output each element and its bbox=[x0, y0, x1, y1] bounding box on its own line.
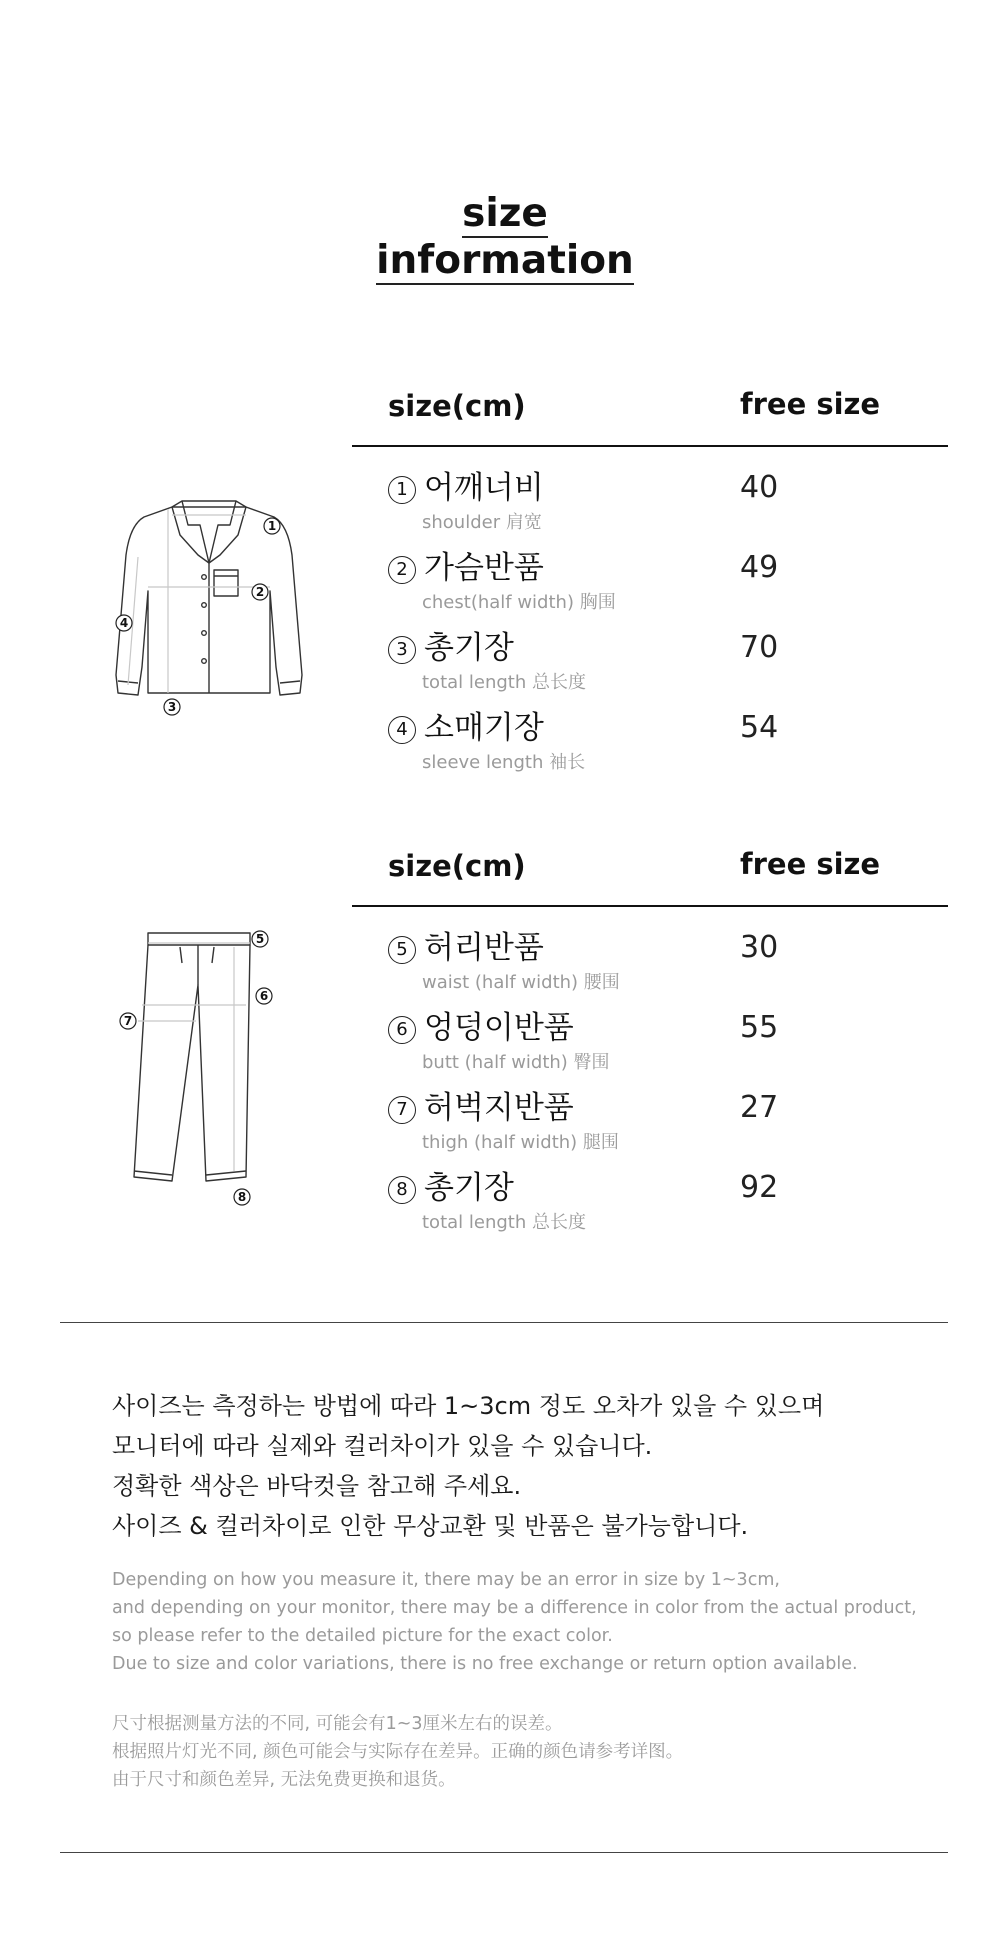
row-value: 54 bbox=[740, 710, 779, 745]
row-value: 30 bbox=[740, 930, 779, 965]
pants-mark-8: 8 bbox=[237, 1190, 247, 1204]
row-label-kr: 가슴반품 bbox=[424, 550, 544, 586]
row-value: 92 bbox=[740, 1170, 779, 1205]
row-number: 1 bbox=[388, 476, 416, 504]
notice-kr-line: 사이즈 & 컬러차이로 인한 무상교환 및 반품은 불가능합니다. bbox=[112, 1512, 749, 1540]
pants-mark-5: 5 bbox=[255, 932, 265, 946]
row-value: 40 bbox=[740, 470, 779, 505]
table-row bbox=[352, 928, 948, 1008]
table-row bbox=[352, 548, 948, 628]
pants-mark-6: 6 bbox=[259, 989, 269, 1003]
row-value: 70 bbox=[740, 630, 779, 665]
table-row bbox=[352, 1088, 948, 1168]
table-row bbox=[352, 628, 948, 708]
table-row bbox=[352, 1168, 948, 1248]
row-label-kr: 총기장 bbox=[424, 630, 514, 666]
row-number: 7 bbox=[388, 1096, 416, 1124]
row-label-sub: chest(half width) 胸围 bbox=[422, 592, 616, 613]
row-label-kr: 허리반품 bbox=[424, 930, 544, 966]
row-label-sub: total length 总长度 bbox=[422, 672, 586, 693]
row-label-sub: waist (half width) 腰围 bbox=[422, 972, 620, 993]
row-label-kr: 허벅지반품 bbox=[424, 1090, 574, 1126]
row-value: 27 bbox=[740, 1090, 779, 1125]
size-information-title bbox=[370, 190, 640, 284]
row-label-sub: total length 总长度 bbox=[422, 1212, 586, 1233]
row-value: 55 bbox=[740, 1010, 779, 1045]
title-line-1: size bbox=[462, 191, 548, 236]
notice-english bbox=[112, 1566, 962, 1678]
notice-en-line: Due to size and color variations, there is no free exchange or return option available. bbox=[112, 1654, 858, 1674]
row-number: 8 bbox=[388, 1176, 416, 1204]
row-number: 3 bbox=[388, 636, 416, 664]
table-row bbox=[352, 1008, 948, 1088]
header-size-cm: size(cm) bbox=[388, 849, 526, 883]
row-label-sub: thigh (half width) 腿围 bbox=[422, 1132, 619, 1153]
notice-cn-line: 由于尺寸和颜色差异, 无法免费更换和退货。 bbox=[112, 1770, 456, 1790]
row-label-sub: butt (half width) 臀围 bbox=[422, 1052, 610, 1073]
top-table-header bbox=[352, 355, 948, 447]
header-free-size: free size bbox=[740, 387, 881, 421]
shirt-mark-4: 4 bbox=[119, 616, 129, 630]
notice-en-line: and depending on your monitor, there may be a difference in color from the actual product, bbox=[112, 1598, 917, 1618]
notice-kr-line: 모니터에 따라 실제와 컬러차이가 있을 수 있습니다. bbox=[112, 1432, 653, 1460]
notice-cn-line: 根据照片灯光不同, 颜色可能会与实际存在差异。正确的颜色请参考详图。 bbox=[112, 1742, 684, 1762]
shirt-measurement-icon bbox=[108, 495, 308, 720]
notice-top-divider bbox=[60, 1322, 948, 1323]
shirt-mark-2: 2 bbox=[255, 585, 265, 599]
notice-bottom-divider bbox=[60, 1852, 948, 1853]
bottom-table-header bbox=[352, 815, 948, 907]
table-row bbox=[352, 468, 948, 548]
row-number: 2 bbox=[388, 556, 416, 584]
header-free-size: free size bbox=[740, 847, 881, 881]
row-label-sub: shoulder 肩宽 bbox=[422, 512, 542, 533]
row-label-kr: 어깨너비 bbox=[424, 470, 544, 506]
row-number: 6 bbox=[388, 1016, 416, 1044]
row-label-kr: 엉덩이반품 bbox=[424, 1010, 574, 1046]
pants-mark-7: 7 bbox=[123, 1014, 133, 1028]
row-number: 4 bbox=[388, 716, 416, 744]
shirt-mark-1: 1 bbox=[267, 519, 277, 533]
row-label-sub: sleeve length 袖长 bbox=[422, 752, 586, 773]
row-label-kr: 총기장 bbox=[424, 1170, 514, 1206]
shirt-mark-3: 3 bbox=[167, 700, 177, 714]
title-line-2: information bbox=[376, 238, 634, 283]
row-label-kr: 소매기장 bbox=[424, 710, 544, 746]
notice-en-line: Depending on how you measure it, there may be an error in size by 1~3cm, bbox=[112, 1570, 780, 1590]
row-value: 49 bbox=[740, 550, 779, 585]
notice-kr-line: 정확한 색상은 바닥컷을 참고해 주세요. bbox=[112, 1472, 522, 1500]
notice-cn-line: 尺寸根据测量方法的不同, 可能会有1~3厘米左右的误差。 bbox=[112, 1714, 563, 1734]
pants-measurement-icon bbox=[110, 925, 280, 1215]
notice-kr-line: 사이즈는 측정하는 방법에 따라 1~3cm 정도 오차가 있을 수 있으며 bbox=[112, 1392, 825, 1420]
row-number: 5 bbox=[388, 936, 416, 964]
notice-en-line: so please refer to the detailed picture for the exact color. bbox=[112, 1626, 613, 1646]
notice-chinese bbox=[112, 1710, 962, 1794]
header-size-cm: size(cm) bbox=[388, 389, 526, 423]
table-row bbox=[352, 708, 948, 788]
notice-korean bbox=[112, 1386, 952, 1546]
